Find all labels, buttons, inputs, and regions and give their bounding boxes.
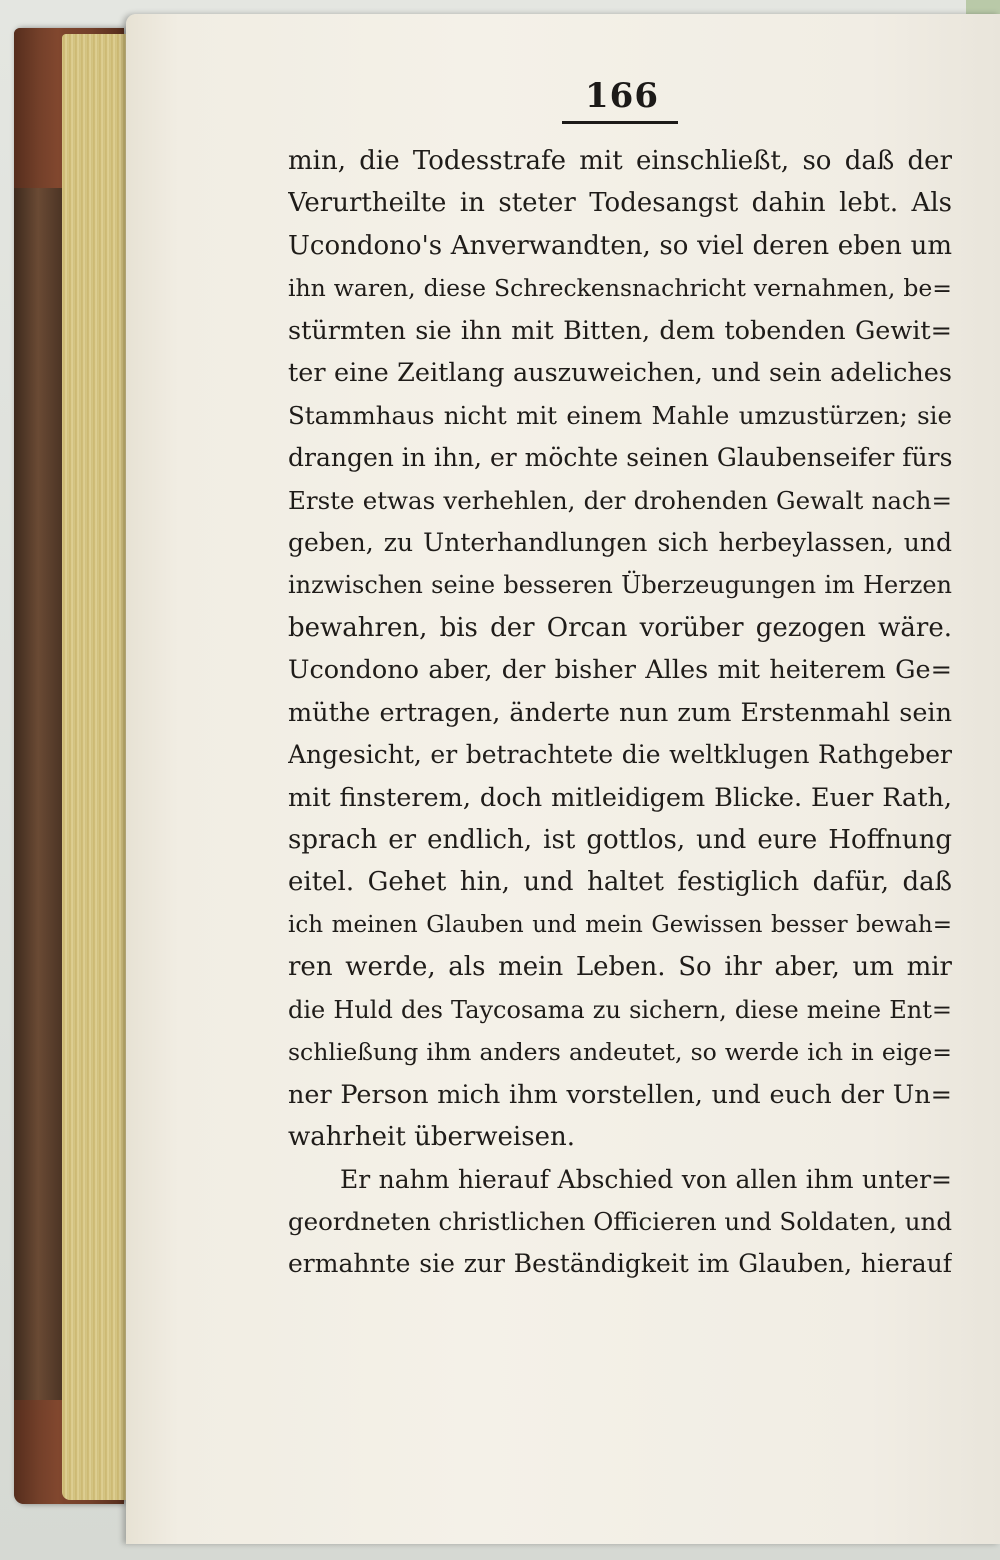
text-line: Ucondono's Anverwandten, so viel deren eben um <box>288 230 952 261</box>
text-line: inzwischen seine besseren Überzeugungen im Herzen <box>288 571 952 600</box>
text-line: mit finsterem, doch mitleidigem Blicke. Euer Rath, <box>288 782 952 813</box>
text-line: ter eine Zeitlang auszuweichen, und sein adeliches <box>288 358 952 389</box>
text-line: bewahren, bis der Orcan vorüber gezogen wäre. <box>288 612 952 643</box>
text-line: geordneten christlichen Officieren und Soldaten, und <box>288 1206 952 1236</box>
paragraph-start-line: Er nahm hierauf Abschied von allen ihm unter= <box>340 1164 952 1194</box>
page-number-rule <box>562 121 678 124</box>
text-line: stürmten sie ihn mit Bitten, dem tobenden Gewit= <box>288 315 952 346</box>
text-line: ich meinen Glauben und mein Gewissen besser bewah= <box>288 911 952 938</box>
text-line: geben, zu Unterhandlungen sich herbeylassen, und <box>288 527 952 557</box>
text-line: Verurtheilte in steter Todesangst dahin lebt. Als <box>288 188 952 219</box>
text-line: min, die Todesstrafe mit einschließt, so daß der <box>288 146 952 176</box>
text-line: eitel. Gehet hin, und haltet festiglich dafür, daß <box>288 867 952 898</box>
text-line: ner Person mich ihm vorstellen, und euch der Un= <box>288 1079 952 1110</box>
text-line: Erste etwas verhehlen, der drohenden Gewalt nach= <box>288 485 952 515</box>
text-line: Angesicht, er betrachtete die weltklugen Rathgeber <box>288 740 952 770</box>
text-line: ermahnte sie zur Beständigkeit im Glauben, hierauf <box>288 1249 952 1279</box>
text-line: ren werde, als mein Leben. So ihr aber, um mir <box>288 952 952 983</box>
text-line: Stammhaus nicht mit einem Mahle umzustürzen; sie <box>288 400 952 430</box>
text-line: müthe ertragen, änderte nun zum Erstenmahl sein <box>288 697 952 728</box>
text-line: die Huld des Taycosama zu sichern, diese meine Ent= <box>288 995 952 1024</box>
page-number: 166 <box>585 76 659 116</box>
text-line: Ucondono aber, der bisher Alles mit heiterem Ge= <box>288 655 952 686</box>
text-line: schließung ihm anders andeutet, so werde ich in eige= <box>288 1038 952 1067</box>
paragraph-end-line: wahrheit überweisen. <box>288 1122 575 1153</box>
text-line: ihn waren, diese Schreckensnachricht vernahmen, be= <box>288 274 952 303</box>
body-text <box>288 140 952 1286</box>
text-line: sprach er endlich, ist gottlos, und eure Hoffnung <box>288 825 952 855</box>
text-line: drangen in ihn, er möchte seinen Glaubenseifer fürs <box>288 443 952 473</box>
